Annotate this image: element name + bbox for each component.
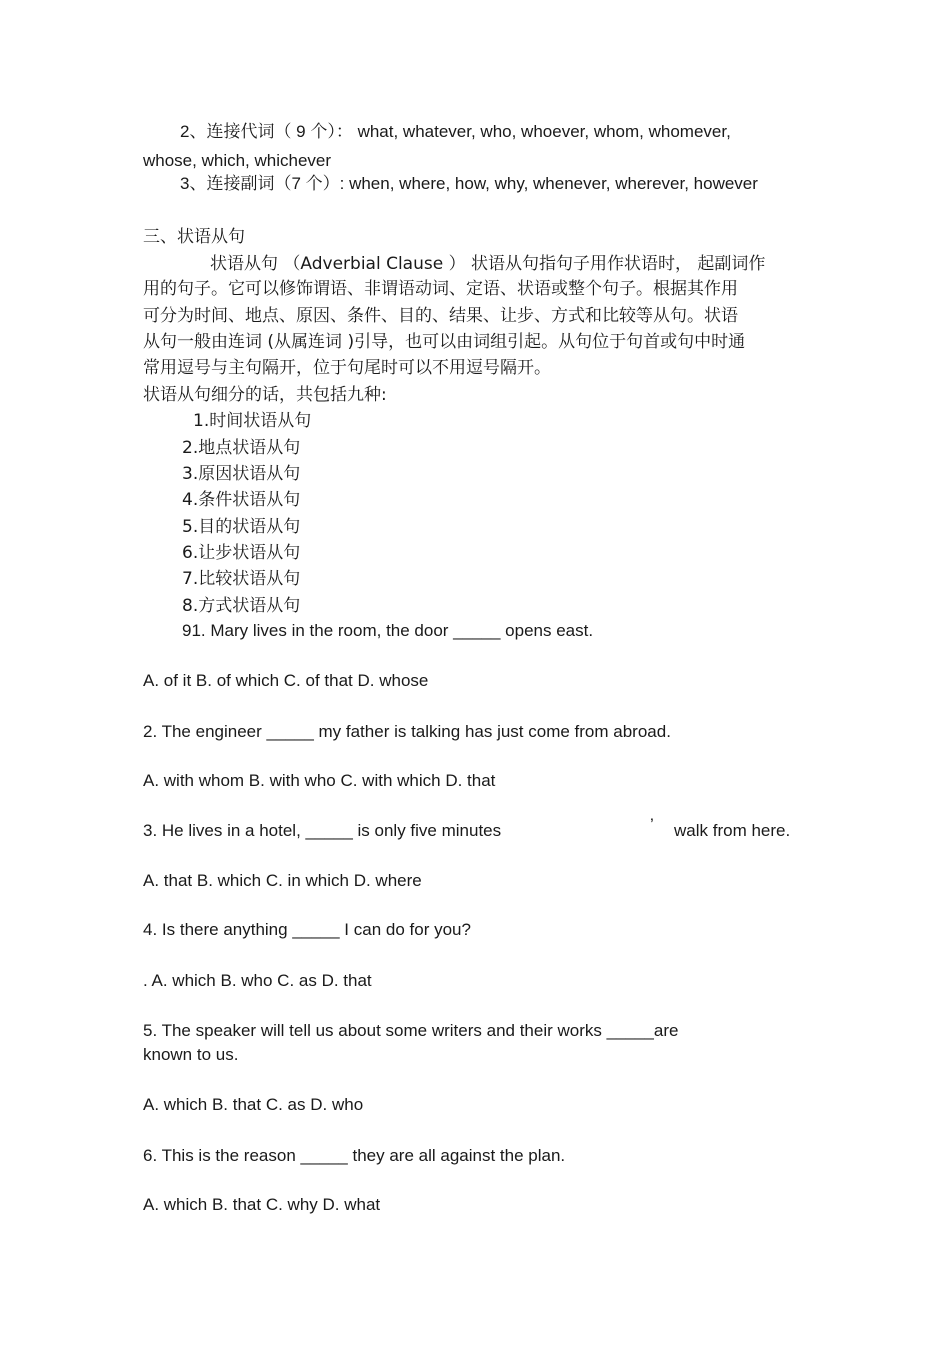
question-1-options: A. of it B. of which C. of that D. whose (143, 671, 429, 690)
conjunctive-pronouns-line: 2、连接代词（ 9 个）： what, whatever, who, whoever, whom, whomever, (180, 122, 731, 141)
question-5-stem: 5. The speaker will tell us about some writers and their works _____are (143, 1021, 679, 1040)
list-item-comparison-clause: 7.比较状语从句 (182, 569, 301, 589)
types-intro: 状语从句细分的话，共包括九种: (143, 385, 387, 405)
list-item-concession-clause: 6.让步状语从句 (182, 543, 301, 563)
question-6-stem: 6. This is the reason _____ they are all against the plan. (143, 1146, 566, 1165)
intro-paragraph-line-1: 状语从句 （Adverbial Clause ） 状语从句指句子用作状语时， 起副词作 (210, 254, 766, 274)
question-2-stem: 2. The engineer _____ my father is talking has just come from abroad. (143, 722, 671, 741)
question-4-options: . A. which B. who C. as D. that (143, 971, 372, 990)
list-item-purpose-clause: 5.目的状语从句 (182, 517, 301, 537)
list-item-condition-clause: 4.条件状语从句 (182, 490, 301, 510)
question-3-apostrophe: ’ (650, 815, 654, 834)
question-2-options: A. with whom B. with who C. with which D. that (143, 771, 496, 790)
conjunctive-pronouns-line-cont: whose, which, whichever (143, 151, 332, 170)
conjunctive-adverbs-line: 3、连接副词（7 个）: when, where, how, why, whenever, wherever, however (180, 174, 758, 193)
question-1-stem: 91. Mary lives in the room, the door _____ opens east. (182, 621, 594, 640)
question-3-stem: 3. He lives in a hotel, _____ is only five minutes (143, 821, 502, 840)
intro-paragraph-line-4: 从句一般由连词 (从属连词 )引导，也可以由词组引起。从句位于句首或句中时通 (143, 332, 746, 352)
list-item-place-clause: 2.地点状语从句 (182, 438, 301, 458)
question-5-options: A. which B. that C. as D. who (143, 1095, 364, 1114)
question-5-stem-cont: known to us. (143, 1045, 239, 1064)
question-6-options: A. which B. that C. why D. what (143, 1195, 381, 1214)
intro-paragraph-line-2: 用的句子。它可以修饰谓语、非谓语动词、定语、状语或整个句子。根据其作用 (143, 279, 738, 299)
intro-paragraph-line-3: 可分为时间、地点、原因、条件、目的、结果、让步、方式和比较等从句。状语 (143, 306, 738, 326)
intro-paragraph-line-5: 常用逗号与主句隔开，位于句尾时可以不用逗号隔开。 (143, 358, 551, 378)
list-item-cause-clause: 3.原因状语从句 (182, 464, 301, 484)
question-3-options: A. that B. which C. in which D. where (143, 871, 422, 890)
question-4-stem: 4. Is there anything _____ I can do for you? (143, 920, 471, 939)
question-3-stem-tail: walk from here. (674, 821, 791, 840)
list-item-time-clause: 1.时间状语从句 (193, 411, 312, 431)
list-item-manner-clause: 8.方式状语从句 (182, 596, 301, 616)
section-heading: 三、状语从句 (143, 227, 245, 247)
